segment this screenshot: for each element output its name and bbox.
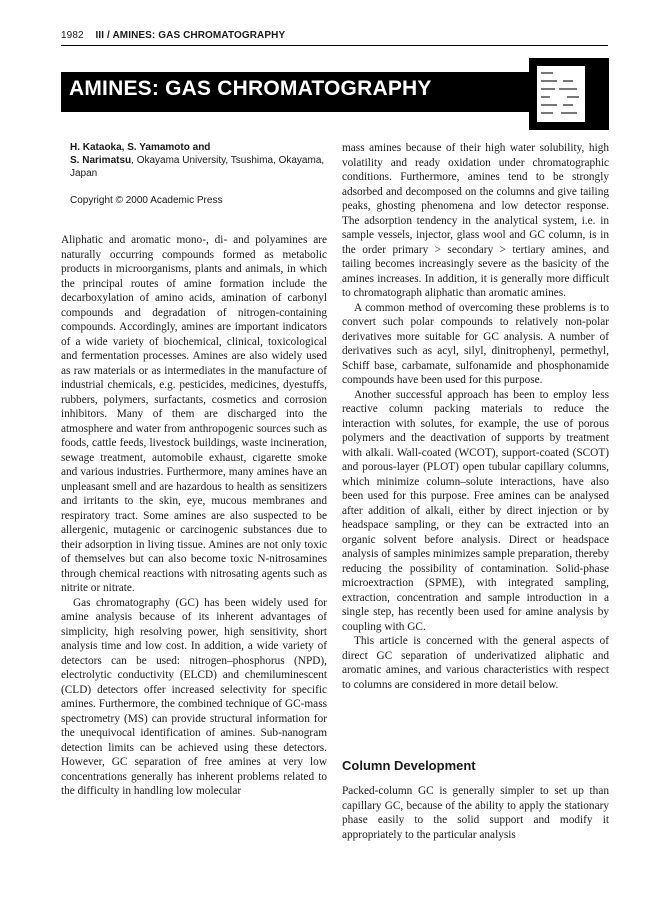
badge-dash: [541, 96, 550, 98]
badge-dash: [563, 80, 573, 82]
badge-dash: [541, 104, 557, 106]
badge-dash: [541, 112, 553, 114]
running-section-title: III / AMINES: GAS CHROMATOGRAPHY: [95, 30, 286, 41]
right-column: [342, 141, 609, 692]
badge-dash: [541, 72, 553, 74]
title-banner: [61, 72, 529, 112]
paragraph: Packed-column GC is generally simpler to set up than capillary GC, because of the ability to apply the stationary phase easily to the solid support and modify it appropriately to the particular analysis: [342, 785, 609, 841]
badge-dash: [559, 88, 577, 90]
section-badge-icon: [529, 58, 609, 130]
article-title: AMINES: GAS CHROMATOGRAPHY: [69, 77, 432, 100]
paragraph: A common method of overcoming these problems is to convert such polar compounds to relatively non-polar derivatives more suitable for GC analysis. A number of derivatives such as acyl, silyl, dinitrophenyl, permethyl, Schiff base, carbamate, sulfonamide and phosphonamide compounds have been used for this purpose.: [342, 301, 609, 386]
author-names-1: H. Kataoka, S. Yamamoto: [70, 142, 190, 153]
paragraph: Another successful approach has been to employ less reactive column packing materials to reduce the interaction with solutes, for example, the use of porous polymers and the deactivation of supports by treatment with alkali. Wall-coated (WCOT), support-coated (SCOT) and porous-layer (PLOT) open tubular capillary columns, which minimize column–solute interactions, have also been used for this purpose. Free amines can be analysed after addition of alkali, either by direct injection or by headspace sampling, or they can be extracted into an organic solvent before analysis. Direct or headspace analysis of samples minimizes sample preparation, thereby reducing the possibility of contamination. Solid-phase microextraction (SPME), with integrated sampling, extraction, concentration and sample introduction in a single step, has recently been used for amine analysis by coupling with GC.: [342, 388, 609, 633]
left-column: [61, 233, 327, 799]
author-block: [70, 141, 335, 180]
paragraph: mass amines because of their high water solubility, high volatility and ready oxidation under chromatographic conditions. Furthermore, amines tend to be strongly adsorbed and decomposed on the columns and give tailing peaks, ghosting phenomena and low detector response. The adsorption tendency in the analytical system, i.e. in sample vessels, injector, glass wool and GC column, is in the order primary > secondary > tertiary amines, and tailing becomes increasingly severe as the basicity of the amines increases. In addition, it is generally more difficult to chromatograph aliphatic than aromatic amines.: [342, 142, 609, 299]
copyright-line: Copyright © 2000 Academic Press: [70, 195, 223, 206]
right-column-continued: [342, 784, 609, 842]
paragraph: Aliphatic and aromatic mono-, di- and polyamines are naturally occurring compounds formed as metabolic products in microorganisms, plants and animals, in which the principal routes of amine formation include the decarboxylation of amino acids, amination of carbonyl compounds and degradation of nitrogen-containing compounds. Accordingly, amines are important indicators of a wide variety of biochemical, clinical, toxicological and fermentation processes. Amines are also widely used as raw materials or as intermediates in the manufacture of industrial chemicals, e.g. pesticides, medicines, dyestuffs, rubbers, polymers, surfactants, cosmetics and corrosion inhibitors. Many of them are discharged into the atmosphere and water from anthropogenic sources such as foods, cattle feeds, livestock buildings, waste incineration, sewage treatment, automobile exhaust, cigarette smoke and various industries. Furthermore, many amines have an unpleasant smell and are hazardous to health as sensitizers and irritants to the skin, eye, mucous membranes and respiratory tract. Some amines are also suspected to be allergenic, mutagenic or carcinogenic substances due to their adsorption in living tissue. Amines are not only toxic of themselves but can also become toxic N-nitrosamines through chemical reactions with nitrosating agents such as nitrite or nitrate.: [61, 234, 327, 594]
affiliation: , Okayama University, Tsushima, Okayama, Japan: [70, 155, 325, 179]
badge-dash: [541, 80, 557, 82]
badge-dash: [563, 104, 573, 106]
author-and: and: [192, 142, 211, 153]
paragraph: Gas chromatography (GC) has been widely used for amine analysis because of its inherent advantages of simplicity, high resolving power, high sensitivity, short analysis time and low cost. In addition, a wide variety of detectors can be used: nitrogen–phosphorus (NPD), electrolytic conductivity (ELCD) and chemiluminescent (CLD) detectors offer increased selectivity for specific amines. Furthermore, the combined technique of GC-mass spectrometry (MS) can provide structural information for the unequivocal identification of amines. Sub-nanogram detection limits can be achieved using these detectors. However, GC separation of free amines at very low concentrations generally has inherent problems related to the difficulty in handling low molecular: [61, 596, 327, 797]
page-number: 1982: [61, 30, 84, 41]
badge-dash: [541, 88, 555, 90]
badge-dash: [567, 96, 579, 98]
badge-dash: [561, 112, 577, 114]
author-names-2: S. Narimatsu: [70, 155, 132, 166]
badge-panel: [537, 66, 585, 122]
paragraph: This article is concerned with the general aspects of direct GC separation of underivatized aliphatic and aromatic amines, and various characteristics with respect to columns are considered in more detail below.: [342, 635, 609, 691]
header-rule: [61, 45, 608, 46]
running-head: [61, 30, 285, 41]
section-heading: Column Development: [342, 758, 476, 773]
